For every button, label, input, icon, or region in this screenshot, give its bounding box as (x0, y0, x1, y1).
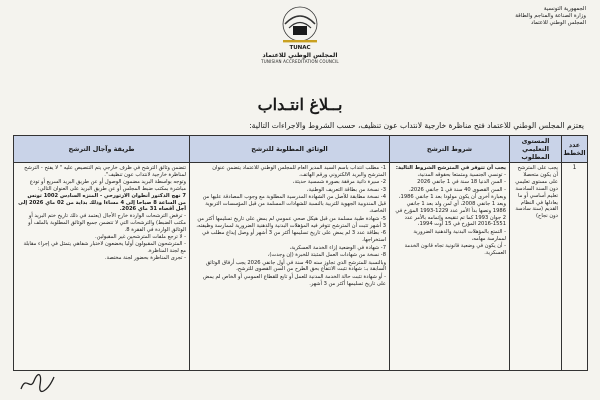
list-item: - أو شهادة تثبت حالة الخدمة المدنية للعمل أو تابع للقطاع العمومي أو الخاص لم يمض على تاريخ تسليمها أكثر من 3 أشهر. (203, 273, 386, 287)
list-item: 3- نسخة من بطاقة التعريف الوطنية، (306, 186, 386, 193)
header-level: المستوى التعليمي المطلوب (510, 136, 562, 163)
logo-arabic-name: المجلس الوطني للاعتماد (262, 52, 338, 59)
method-paragraph: - ترفض الترشحات الواردة خارج الأجال (يعتمد في ذلك تاريخ ختم البريد أو مكتب الضبط) والترشحات التي لا تتضمن جميع الوثائق المطلوبة بالملف أو الوثائق الواردة في الفقرة 8. (28, 213, 186, 234)
header-method: طريقة وآجال الترشح (14, 136, 190, 163)
method-paragraph: - تجرى المناظرة بحضور لجنة مختصة. (104, 254, 186, 261)
page-title: بــلاغ انتـداب (257, 95, 343, 114)
method-paragraph: وتوجه بواسطة البريد مضمون الوصول أو عن طريق البريد السريع أو تودع مباشرة بمكتب ضبط المجلس أو عن طريق البريد على العنوان التالي: (29, 178, 186, 192)
header-conditions: شروط الترشح (390, 136, 510, 163)
ministry-header (515, 6, 586, 27)
method-deadline: من الساعة 8 صباحا إلى 4 مساءا وذلك بداية من 02 ماي 2026 إلى أجل أقصاه 31 ماي 2026. (18, 199, 186, 213)
list-item: وبالنسبة للمترشح الذي تجاوز سنه 40 سنة في أول جانفي 2026 يجب أرفاق الوثائق السابقة بـ: شهادة تثبت الانتفاع بحق الطرح من السن القصوى للترشح، (205, 259, 386, 273)
ministry-line-3: المجلس الوطني للاعتماد (530, 20, 586, 26)
list-item: - أن يكون في وضعية قانونية تجاه قانون الخدمة العسكرية. (404, 243, 506, 257)
header-num: عدد الخطط (562, 136, 588, 163)
recruitment-table (13, 135, 588, 371)
list-item: 5- شهادة طبية مسلمة من قبل هيكل صحي عمومي لم يمض على تاريخ تسليمها أكثر من 3 أشهر تثبت أن المترشح تتوفر فيه المؤهلات البدنية والذهنية الضرورية لممارسة وظيفته، (196, 215, 386, 229)
list-item: 2- سيرة ذاتية مرفقة بصورة شمسية حديثة، (292, 179, 386, 186)
table-header-row (14, 136, 588, 163)
intro-text: يعتزم المجلس الوطني للاعتماد فتح مناظرة خارجية لانتداب عون تنظيف، حسب الشروط والاجراءات التالية: (249, 121, 584, 130)
list-item: - التمتع بالمؤهلات البدنية والذهنية الضرورية لممارسة مهامه، (413, 228, 506, 242)
conditions-list (393, 172, 506, 257)
header-documents: الوثائق المطلوبة للترشح (190, 136, 390, 163)
list-item: - السن الدنيا 18 سنة في 1 جانفي 2026 (417, 179, 506, 186)
table-row (14, 163, 588, 371)
method-paragraph: تتضمن وثائق الترشح في ظرف خارجي يتم التنصيص عليه " لا يفتح - الترشح لمناظرة خارجية لانتداب عون تنظيف". (24, 165, 186, 178)
cell-method (14, 163, 190, 371)
cell-conditions (390, 163, 510, 371)
logo-mark: TUNAC (289, 45, 311, 51)
cell-documents (190, 163, 390, 371)
ministry-line-1: الجمهورية التونسية (543, 6, 586, 12)
list-item: 7- شهادة في الوضعية إزاء الخدمة العسكرية، (289, 244, 386, 251)
list-item: 1- مطلب انتداب باسم السيد المدير العام للمجلس الوطني للاعتماد يتضمن عنوان المترشح والبريد الالكتروني ورقم الهاتف، (212, 165, 386, 178)
cell-num: 1 (562, 163, 588, 371)
signature-icon (18, 369, 58, 395)
tunac-logo (245, 3, 355, 64)
cell-level: يجب على المترشح أن يكون متحصلا على مستوى تعليمي دون السنة السادسة تعليم أساسي أو ما يعادلها في النظام القديم (سنة سادسة دون نجاح) (510, 163, 562, 371)
list-item: 8- نسخة من شهادات العمل المثبتة للخبرة (إن وجدت)، (267, 252, 386, 259)
logo-english-name: TUNISIAN ACCREDITATION COUNCIL (261, 59, 339, 64)
conditions-title: يجب أن تتوفر في المترشح الشروط التالية: (395, 165, 506, 171)
method-paragraph: - لا ترجع ملفات المترشحين غير المقبولين. (94, 234, 186, 241)
ministry-line-2: وزارة الصناعة والمناجم والطاقة (515, 13, 586, 19)
documents-list (193, 165, 386, 288)
list-item: - تونسي الجنسية ومتمتعا بحقوقه المدنية، (417, 171, 506, 178)
method-paragraph: - المترشحون المقبولون أوليا يخضعون لاختبار شفاهي يتمثل في إجراء مقابلة مع لجنة المناظرة. (23, 240, 186, 254)
list-item: 4- نسخة مطابقة للأصل من الشهادة المدرسية المطلوبة مع وجوب المصادقة عليها من قبل المندوبية الجهوية للتربية بالنسبة للشهادات المسلمة من قبل المؤسسات التربوية الخاصة، (202, 194, 386, 215)
tunac-emblem-icon (273, 3, 327, 51)
list-item: - السن القصوى 40 سنة في 1 جانفي 2026، وبعبارة أخرى أن يكون مولودا بعد 1 جانفي 1986، وبعد 1 جانفي 2008، أي لمن ولد بعد 1 جانفي 1986 ونصها بدأ الأمر عدد 1229-1993 المؤرخ في 2 جوان 1993 كما تم تنقيحه وإتمامه بالأمر عدد 1551-2016 المؤرخ في 15 أوت 1994، (395, 186, 506, 228)
method-address: 7 نهج الدكتور أنطوان الارتورحي - المنزه السادس 1002 تونس (27, 192, 186, 199)
list-item: 6- بطاقة عدد 3 لم يمض على تاريخ تسليمها أكثر من 3 أشهر أو وصل إيداع مطلب في استخراجها، (202, 230, 386, 244)
